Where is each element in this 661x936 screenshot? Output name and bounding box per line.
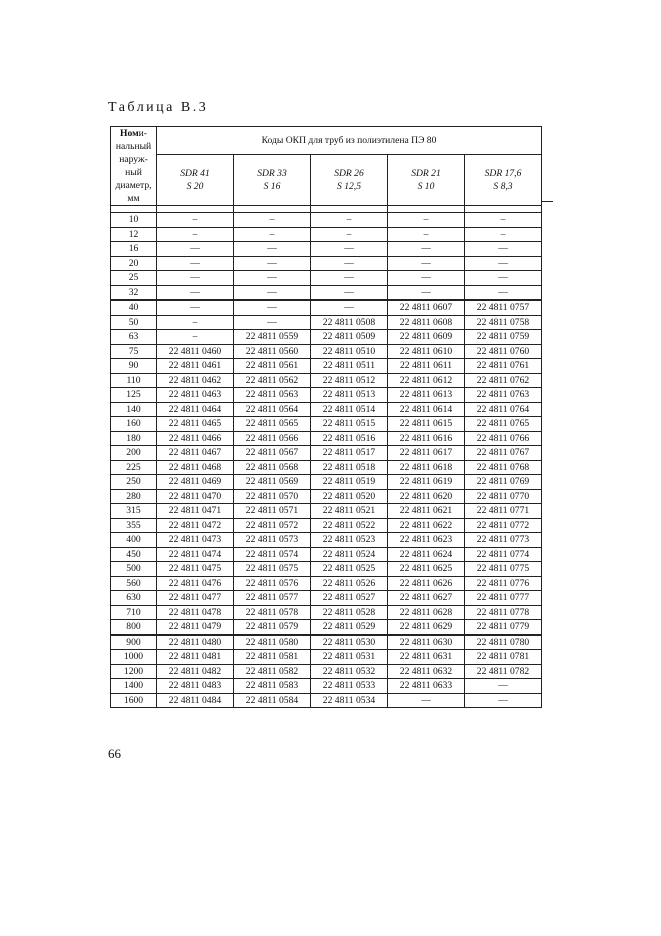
code-cell: —: [465, 256, 542, 271]
code-cell: 22 4811 0521: [311, 504, 388, 519]
code-cell: —: [388, 693, 465, 708]
code-cell: 22 4811 0769: [465, 475, 542, 490]
code-cell: 22 4811 0608: [388, 315, 465, 330]
code-cell: 22 4811 0615: [388, 417, 465, 432]
code-cell: 22 4811 0760: [465, 344, 542, 359]
code-cell: –: [157, 227, 234, 242]
code-cell: 22 4811 0534: [311, 693, 388, 708]
table-row: [111, 591, 542, 606]
code-cell: 22 4811 0560: [234, 344, 311, 359]
spacer-cell: [311, 206, 388, 213]
code-cell: —: [234, 315, 311, 330]
code-cell: 22 4811 0474: [157, 547, 234, 562]
code-cell: 22 4811 0482: [157, 664, 234, 679]
code-cell: —: [465, 679, 542, 694]
code-cell: –: [388, 227, 465, 242]
table-row: [111, 664, 542, 679]
code-cell: 22 4811 0575: [234, 562, 311, 577]
table-row: [111, 650, 542, 665]
code-cell: 22 4811 0757: [465, 300, 542, 315]
code-cell: 22 4811 0520: [311, 489, 388, 504]
code-cell: 22 4811 0584: [234, 693, 311, 708]
diameter-cell: 40: [111, 300, 157, 315]
diameter-cell: 450: [111, 547, 157, 562]
column-s: S 16: [263, 180, 281, 192]
diameter-cell: 110: [111, 373, 157, 388]
code-cell: 22 4811 0609: [388, 330, 465, 345]
diameter-cell: 63: [111, 330, 157, 345]
spacer-cell: [465, 206, 542, 213]
code-cell: —: [157, 256, 234, 271]
diameter-header: [111, 127, 157, 206]
spacer-cell: [157, 206, 234, 213]
code-cell: —: [157, 285, 234, 300]
diameter-cell: 90: [111, 359, 157, 374]
code-cell: —: [234, 300, 311, 315]
table-row: [111, 635, 542, 650]
code-cell: 22 4811 0759: [465, 330, 542, 345]
table-row: [111, 330, 542, 345]
table-row: [111, 576, 542, 591]
diameter-cell: 225: [111, 460, 157, 475]
diameter-cell: 250: [111, 475, 157, 490]
code-cell: 22 4811 0626: [388, 576, 465, 591]
code-cell: 22 4811 0527: [311, 591, 388, 606]
code-cell: 22 4811 0478: [157, 605, 234, 620]
code-cell: 22 4811 0466: [157, 431, 234, 446]
table-row: [111, 315, 542, 330]
diameter-cell: 560: [111, 576, 157, 591]
code-cell: 22 4811 0529: [311, 620, 388, 635]
code-cell: 22 4811 0768: [465, 460, 542, 475]
code-cell: 22 4811 0510: [311, 344, 388, 359]
code-cell: 22 4811 0480: [157, 635, 234, 650]
code-cell: 22 4811 0765: [465, 417, 542, 432]
column-header: [388, 154, 465, 205]
code-cell: 22 4811 0464: [157, 402, 234, 417]
code-cell: 22 4811 0781: [465, 650, 542, 665]
table-row: [111, 504, 542, 519]
code-cell: 22 4811 0581: [234, 650, 311, 665]
code-cell: —: [311, 285, 388, 300]
code-cell: —: [388, 271, 465, 286]
column-sdr: SDR 21: [411, 167, 441, 179]
code-cell: 22 4811 0780: [465, 635, 542, 650]
code-cell: 22 4811 0471: [157, 504, 234, 519]
code-cell: 22 4811 0570: [234, 489, 311, 504]
code-cell: 22 4811 0572: [234, 518, 311, 533]
code-cell: 22 4811 0511: [311, 359, 388, 374]
code-cell: —: [157, 242, 234, 257]
code-cell: 22 4811 0611: [388, 359, 465, 374]
code-cell: 22 4811 0509: [311, 330, 388, 345]
diameter-cell: 32: [111, 285, 157, 300]
code-cell: 22 4811 0774: [465, 547, 542, 562]
code-cell: 22 4811 0582: [234, 664, 311, 679]
code-cell: —: [234, 242, 311, 257]
code-cell: 22 4811 0531: [311, 650, 388, 665]
column-header: [234, 154, 311, 205]
code-cell: 22 4811 0782: [465, 664, 542, 679]
code-cell: 22 4811 0624: [388, 547, 465, 562]
code-cell: 22 4811 0564: [234, 402, 311, 417]
code-cell: 22 4811 0475: [157, 562, 234, 577]
code-cell: –: [465, 227, 542, 242]
code-cell: —: [311, 271, 388, 286]
column-sdr: SDR 26: [334, 167, 364, 179]
code-cell: 22 4811 0516: [311, 431, 388, 446]
header-spacer-row: [111, 206, 542, 213]
diameter-cell: 1400: [111, 679, 157, 694]
sub-header-row: [111, 154, 542, 205]
code-cell: 22 4811 0576: [234, 576, 311, 591]
diameter-cell: 160: [111, 417, 157, 432]
code-cell: –: [157, 330, 234, 345]
code-cell: 22 4811 0563: [234, 388, 311, 403]
diameter-cell: 710: [111, 605, 157, 620]
diameter-cell: 800: [111, 620, 157, 635]
code-cell: 22 4811 0623: [388, 533, 465, 548]
code-cell: —: [465, 271, 542, 286]
code-cell: 22 4811 0566: [234, 431, 311, 446]
code-cell: 22 4811 0618: [388, 460, 465, 475]
diameter-cell: 50: [111, 315, 157, 330]
code-cell: 22 4811 0625: [388, 562, 465, 577]
table-row: [111, 271, 542, 286]
table-row: [111, 388, 542, 403]
code-cell: 22 4811 0526: [311, 576, 388, 591]
code-cell: 22 4811 0767: [465, 446, 542, 461]
code-cell: 22 4811 0477: [157, 591, 234, 606]
diameter-cell: 900: [111, 635, 157, 650]
code-cell: 22 4811 0632: [388, 664, 465, 679]
code-cell: 22 4811 0764: [465, 402, 542, 417]
table-caption: Таблица В.3: [108, 100, 209, 115]
code-cell: 22 4811 0525: [311, 562, 388, 577]
code-cell: 22 4811 0470: [157, 489, 234, 504]
table-row: [111, 213, 542, 228]
code-cell: 22 4811 0633: [388, 679, 465, 694]
code-cell: 22 4811 0577: [234, 591, 311, 606]
code-cell: 22 4811 0481: [157, 650, 234, 665]
code-cell: 22 4811 0562: [234, 373, 311, 388]
code-cell: 22 4811 0567: [234, 446, 311, 461]
table-row: [111, 373, 542, 388]
code-cell: 22 4811 0573: [234, 533, 311, 548]
code-cell: 22 4811 0462: [157, 373, 234, 388]
code-cell: 22 4811 0772: [465, 518, 542, 533]
column-s: S 20: [186, 180, 204, 192]
code-cell: 22 4811 0607: [388, 300, 465, 315]
diameter-cell: 1000: [111, 650, 157, 665]
code-cell: 22 4811 0569: [234, 475, 311, 490]
code-cell: 22 4811 0761: [465, 359, 542, 374]
table-row: [111, 344, 542, 359]
table-row: [111, 489, 542, 504]
code-cell: 22 4811 0467: [157, 446, 234, 461]
code-cell: –: [234, 227, 311, 242]
table-row: [111, 475, 542, 490]
code-cell: —: [311, 242, 388, 257]
column-sdr: SDR 17,6: [484, 167, 522, 179]
diameter-cell: 10: [111, 213, 157, 228]
code-cell: 22 4811 0779: [465, 620, 542, 635]
table-row: [111, 460, 542, 475]
code-cell: 22 4811 0473: [157, 533, 234, 548]
code-cell: 22 4811 0630: [388, 635, 465, 650]
code-cell: —: [234, 256, 311, 271]
table-row: [111, 431, 542, 446]
table-row: [111, 620, 542, 635]
code-cell: 22 4811 0513: [311, 388, 388, 403]
column-header: [157, 154, 234, 205]
code-cell: 22 4811 0524: [311, 547, 388, 562]
code-cell: —: [388, 285, 465, 300]
page-number: 66: [108, 746, 121, 761]
code-cell: 22 4811 0574: [234, 547, 311, 562]
code-cell: —: [311, 300, 388, 315]
code-cell: 22 4811 0610: [388, 344, 465, 359]
code-cell: 22 4811 0518: [311, 460, 388, 475]
code-cell: 22 4811 0523: [311, 533, 388, 548]
code-cell: –: [311, 213, 388, 228]
code-cell: —: [234, 285, 311, 300]
table-right-frame: [541, 126, 542, 201]
column-s: S 8,3: [493, 180, 513, 192]
code-cell: —: [388, 242, 465, 257]
diameter-cell: 20: [111, 256, 157, 271]
code-cell: 22 4811 0568: [234, 460, 311, 475]
code-cell: 22 4811 0758: [465, 315, 542, 330]
diameter-cell: 75: [111, 344, 157, 359]
diameter-cell: 1600: [111, 693, 157, 708]
code-cell: 22 4811 0614: [388, 402, 465, 417]
diameter-cell: 315: [111, 504, 157, 519]
column-sdr: SDR 41: [180, 167, 210, 179]
code-cell: 22 4811 0579: [234, 620, 311, 635]
table-row: [111, 562, 542, 577]
table-row: [111, 285, 542, 300]
spacer-cell: [388, 206, 465, 213]
diameter-header-rest: и- нальный наруж- ный диаметр, мм: [115, 128, 152, 204]
code-cell: 22 4811 0770: [465, 489, 542, 504]
code-cell: –: [234, 213, 311, 228]
code-cell: 22 4811 0461: [157, 359, 234, 374]
code-cell: 22 4811 0616: [388, 431, 465, 446]
diameter-cell: 400: [111, 533, 157, 548]
code-cell: 22 4811 0580: [234, 635, 311, 650]
code-cell: 22 4811 0773: [465, 533, 542, 548]
code-cell: 22 4811 0469: [157, 475, 234, 490]
code-cell: 22 4811 0627: [388, 591, 465, 606]
code-cell: 22 4811 0517: [311, 446, 388, 461]
code-cell: 22 4811 0476: [157, 576, 234, 591]
code-cell: —: [157, 271, 234, 286]
code-cell: 22 4811 0775: [465, 562, 542, 577]
code-cell: —: [311, 256, 388, 271]
code-cell: —: [234, 271, 311, 286]
diameter-cell: 12: [111, 227, 157, 242]
code-cell: 22 4811 0528: [311, 605, 388, 620]
diameter-cell: 200: [111, 446, 157, 461]
code-cell: 22 4811 0583: [234, 679, 311, 694]
code-cell: 22 4811 0519: [311, 475, 388, 490]
diameter-header-bold: Ном: [120, 128, 139, 139]
code-cell: 22 4811 0621: [388, 504, 465, 519]
code-cell: 22 4811 0515: [311, 417, 388, 432]
column-header: [311, 154, 388, 205]
code-cell: 22 4811 0533: [311, 679, 388, 694]
okp-codes-table: [110, 126, 542, 708]
diameter-cell: 630: [111, 591, 157, 606]
code-cell: –: [157, 213, 234, 228]
code-cell: 22 4811 0559: [234, 330, 311, 345]
code-cell: –: [388, 213, 465, 228]
column-s: S 10: [417, 180, 435, 192]
table-row: [111, 300, 542, 315]
code-cell: 22 4811 0776: [465, 576, 542, 591]
code-cell: 22 4811 0628: [388, 605, 465, 620]
table-row: [111, 518, 542, 533]
code-cell: —: [465, 693, 542, 708]
code-cell: 22 4811 0578: [234, 605, 311, 620]
diameter-cell: 25: [111, 271, 157, 286]
code-cell: 22 4811 0766: [465, 431, 542, 446]
code-cell: 22 4811 0465: [157, 417, 234, 432]
code-cell: 22 4811 0771: [465, 504, 542, 519]
table-row: [111, 256, 542, 271]
code-cell: 22 4811 0512: [311, 373, 388, 388]
table-row: [111, 402, 542, 417]
column-sdr: SDR 33: [257, 167, 287, 179]
code-cell: 22 4811 0617: [388, 446, 465, 461]
code-cell: —: [465, 242, 542, 257]
code-cell: 22 4811 0532: [311, 664, 388, 679]
table-body: [111, 206, 542, 708]
diameter-cell: 180: [111, 431, 157, 446]
diameter-cell: 16: [111, 242, 157, 257]
code-cell: —: [465, 285, 542, 300]
code-cell: 22 4811 0508: [311, 315, 388, 330]
table-row: [111, 693, 542, 708]
code-cell: 22 4811 0479: [157, 620, 234, 635]
code-cell: 22 4811 0463: [157, 388, 234, 403]
code-cell: –: [311, 227, 388, 242]
code-cell: 22 4811 0565: [234, 417, 311, 432]
diameter-cell: 355: [111, 518, 157, 533]
code-cell: 22 4811 0631: [388, 650, 465, 665]
diameter-cell: 140: [111, 402, 157, 417]
code-cell: 22 4811 0522: [311, 518, 388, 533]
code-cell: 22 4811 0763: [465, 388, 542, 403]
table-row: [111, 679, 542, 694]
code-cell: 22 4811 0468: [157, 460, 234, 475]
diameter-cell: 280: [111, 489, 157, 504]
code-cell: 22 4811 0629: [388, 620, 465, 635]
table-row: [111, 359, 542, 374]
code-cell: —: [157, 300, 234, 315]
code-cell: 22 4811 0472: [157, 518, 234, 533]
code-cell: —: [388, 256, 465, 271]
code-cell: 22 4811 0514: [311, 402, 388, 417]
code-cell: 22 4811 0762: [465, 373, 542, 388]
code-cell: 22 4811 0561: [234, 359, 311, 374]
code-cell: 22 4811 0530: [311, 635, 388, 650]
table-row: [111, 533, 542, 548]
table-row: [111, 446, 542, 461]
diameter-cell: 500: [111, 562, 157, 577]
spacer-cell: [111, 206, 157, 213]
table-row: [111, 605, 542, 620]
spacer-cell: [234, 206, 311, 213]
code-cell: 22 4811 0483: [157, 679, 234, 694]
code-cell: 22 4811 0571: [234, 504, 311, 519]
code-cell: 22 4811 0620: [388, 489, 465, 504]
column-header: [465, 154, 542, 205]
code-cell: 22 4811 0460: [157, 344, 234, 359]
diameter-cell: 1200: [111, 664, 157, 679]
code-cell: 22 4811 0778: [465, 605, 542, 620]
code-cell: 22 4811 0484: [157, 693, 234, 708]
table-right-tick: [541, 201, 553, 202]
code-cell: 22 4811 0622: [388, 518, 465, 533]
table-row: [111, 417, 542, 432]
code-cell: 22 4811 0777: [465, 591, 542, 606]
table-row: [111, 547, 542, 562]
table-row: [111, 227, 542, 242]
group-header: Коды ОКП для труб из полиэтилена ПЭ 80: [157, 127, 542, 155]
code-cell: 22 4811 0613: [388, 388, 465, 403]
column-s: S 12,5: [337, 180, 361, 192]
code-cell: 22 4811 0612: [388, 373, 465, 388]
code-cell: –: [157, 315, 234, 330]
table-row: [111, 242, 542, 257]
diameter-cell: 125: [111, 388, 157, 403]
code-cell: 22 4811 0619: [388, 475, 465, 490]
code-cell: –: [465, 213, 542, 228]
